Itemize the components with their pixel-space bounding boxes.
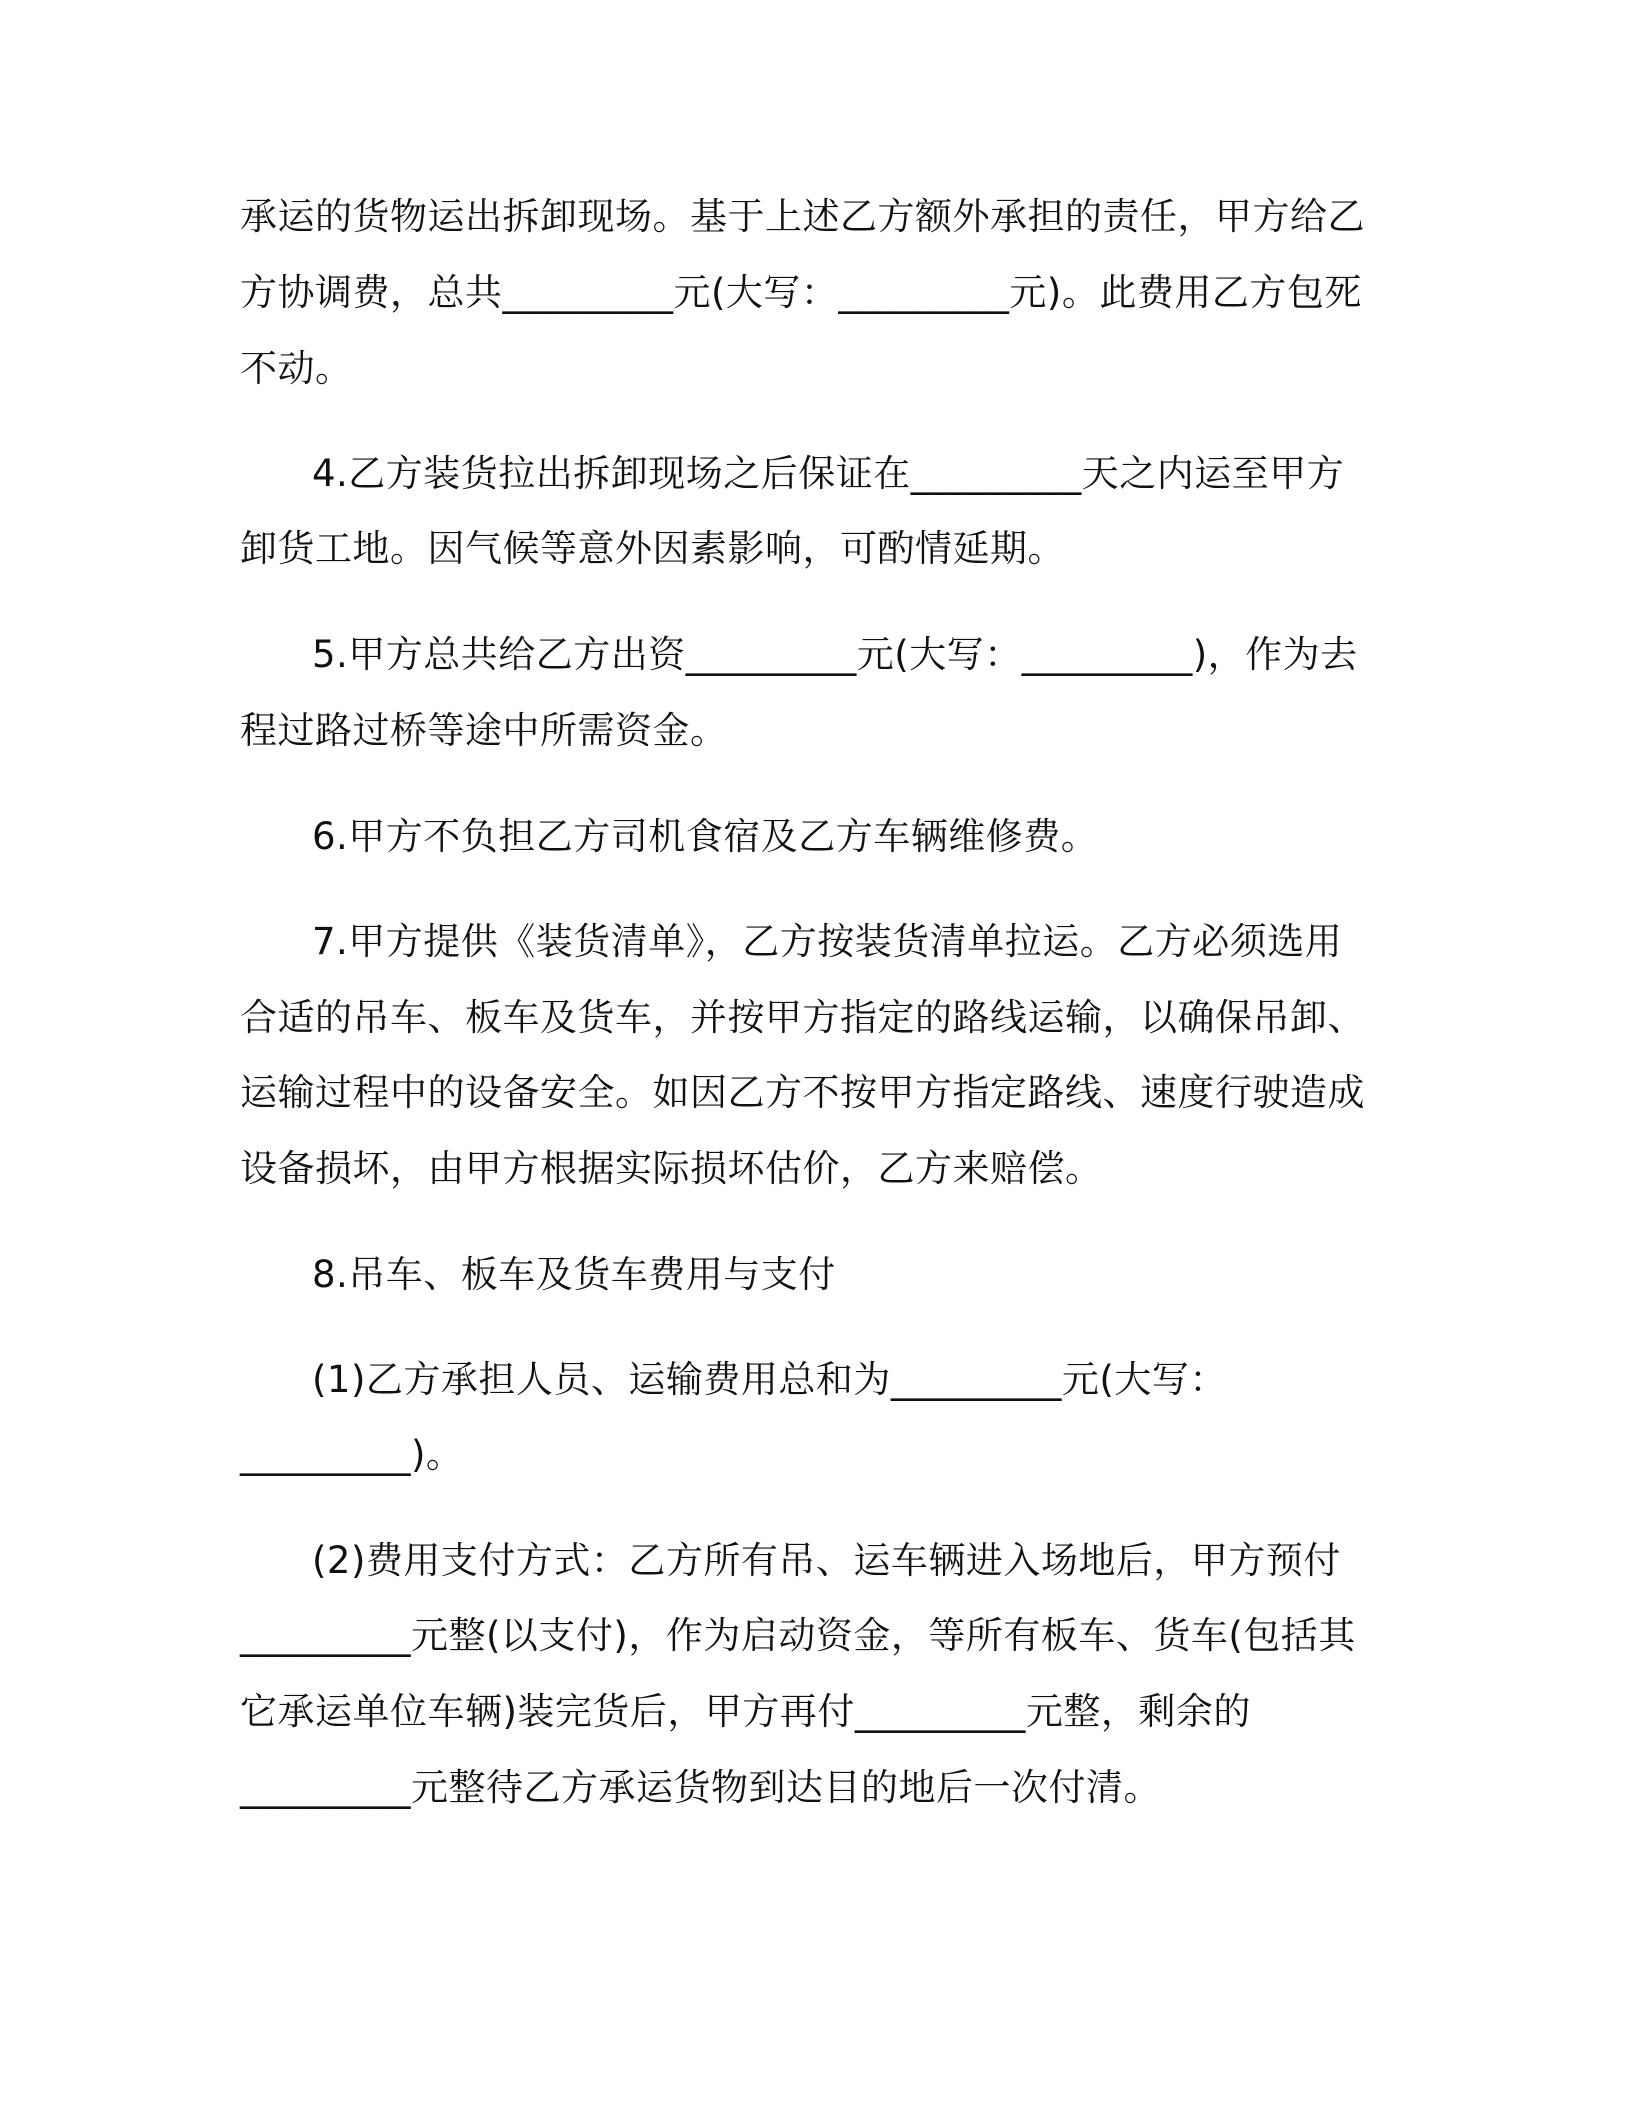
clause-8-2-line: _________元整待乙方承运货物到达目的地后一次付清。 (240, 1766, 1161, 1809)
clause-8-2-line: _________元整(以支付)，作为启动资金，等所有板车、货车(包括其 (240, 1614, 1356, 1657)
clause-8-heading: 8.吊车、板车及货车费用与支付 (312, 1253, 836, 1296)
paragraph-line: 承运的货物运出拆卸现场。基于上述乙方额外承担的责任，甲方给乙 (240, 195, 1365, 238)
paragraph-line: 方协调费，总共_________元(大写：_________元)。此费用乙方包死 (240, 271, 1362, 314)
clause-5-line: 程过路过桥等途中所需资金。 (240, 709, 728, 752)
clause-6-line: 6.甲方不负担乙方司机食宿及乙方车辆维修费。 (312, 815, 1099, 858)
clause-8-2-line: (2)费用支付方式：乙方所有吊、运车辆进入场地后，甲方预付 (312, 1539, 1341, 1582)
clause-7-line: 运输过程中的设备安全。如因乙方不按甲方指定路线、速度行驶造成 (240, 1071, 1365, 1114)
clause-8-2-line: 它承运单位车辆)装完货后，甲方再付_________元整，剩余的 (240, 1690, 1251, 1733)
clause-8-1-line: (1)乙方承担人员、运输费用总和为_________元(大写： (312, 1358, 1227, 1401)
clause-4-line: 4.乙方装货拉出拆卸现场之后保证在_________天之内运至甲方 (312, 452, 1345, 495)
clause-8-1-line: _________)。 (240, 1433, 464, 1476)
clause-7-line: 合适的吊车、板车及货车，并按甲方指定的路线运输，以确保吊卸、 (240, 996, 1365, 1039)
clause-7-line: 设备损坏，由甲方根据实际损坏估价，乙方来赔偿。 (240, 1147, 1103, 1190)
clause-5-line: 5.甲方总共给乙方出资_________元(大写：_________)，作为去 (312, 633, 1358, 676)
clause-4-line: 卸货工地。因气候等意外因素影响，可酌情延期。 (240, 527, 1065, 570)
paragraph-line: 不动。 (240, 347, 353, 390)
clause-7-line: 7.甲方提供《装货清单》，乙方按装货清单拉运。乙方必须选用 (312, 920, 1343, 963)
